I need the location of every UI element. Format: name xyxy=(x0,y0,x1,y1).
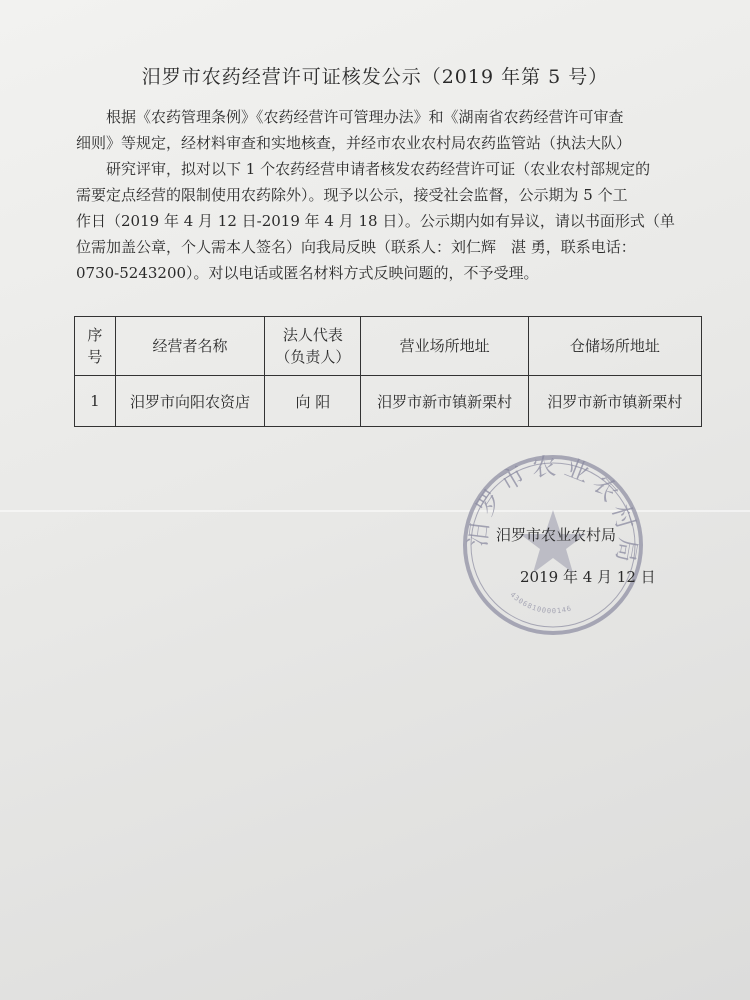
paragraph-line: 细则》等规定，经材料审查和实地核查，并经市农业农村局农药监管站（执法大队） xyxy=(76,134,632,152)
paragraph-line: 需要定点经营的限制使用农药除外）。现予以公示，接受社会监督，公示期为 5 个工 xyxy=(76,186,628,204)
notice-paragraph xyxy=(76,104,696,286)
seal-serial-number: 4306810000146 xyxy=(508,590,573,616)
permit-table xyxy=(74,316,702,427)
paragraph-line: 位需加盖公章，个人需本人签名）向我局反映（联系人：刘仁辉 湛 勇，联系电话： xyxy=(76,238,636,256)
paragraph-line: 研究评审，拟对以下 1 个农药经营申请者核发农药经营许可证（农业农村部规定的 xyxy=(106,160,651,178)
header-legal-representative xyxy=(265,317,361,376)
cell-storage-address: 汨罗市新市镇新栗村 xyxy=(528,376,701,427)
cell-business-address: 汨罗市新市镇新栗村 xyxy=(361,376,528,427)
seal-ring-text: 汨罗市农业农村局 xyxy=(463,452,643,571)
header-operator-name: 经营者名称 xyxy=(115,317,264,376)
document-title: 汨罗市农药经营许可证核发公示（2019 年第 5 号） xyxy=(141,66,609,88)
header-business-address: 营业场所地址 xyxy=(361,317,528,376)
issuer-signature: 汨罗市农业农村局 xyxy=(496,526,617,544)
header-no-line1: 序 xyxy=(87,326,103,344)
official-seal xyxy=(460,452,646,638)
issue-date: 2019 年 4 月 12 日 xyxy=(520,568,656,586)
cell-operator-name: 汨罗市向阳农资店 xyxy=(115,376,264,427)
header-legal-line1: 法人代表 xyxy=(282,326,343,344)
header-storage-address: 仓储场所地址 xyxy=(528,317,701,376)
paragraph-line: 作日（2019 年 4 月 12 日-2019 年 4 月 18 日）。公示期内如有异议，请以书面形式（单 xyxy=(76,212,675,230)
paragraph-line: 0730-5243200）。对以电话或匿名材料方式反映问题的，不予受理。 xyxy=(76,264,539,282)
header-no-line2: 号 xyxy=(87,348,103,366)
header-no xyxy=(75,317,116,376)
cell-legal-representative: 向 阳 xyxy=(265,376,361,427)
table-header-row xyxy=(75,317,702,376)
cell-no: 1 xyxy=(75,376,116,427)
paragraph-line: 根据《农药管理条例》《农药经营许可管理办法》和《湖南省农药经营许可审查 xyxy=(106,108,624,126)
table-row xyxy=(75,376,702,427)
seal-graphic xyxy=(460,452,646,638)
header-legal-line2: （负责人） xyxy=(275,348,351,366)
